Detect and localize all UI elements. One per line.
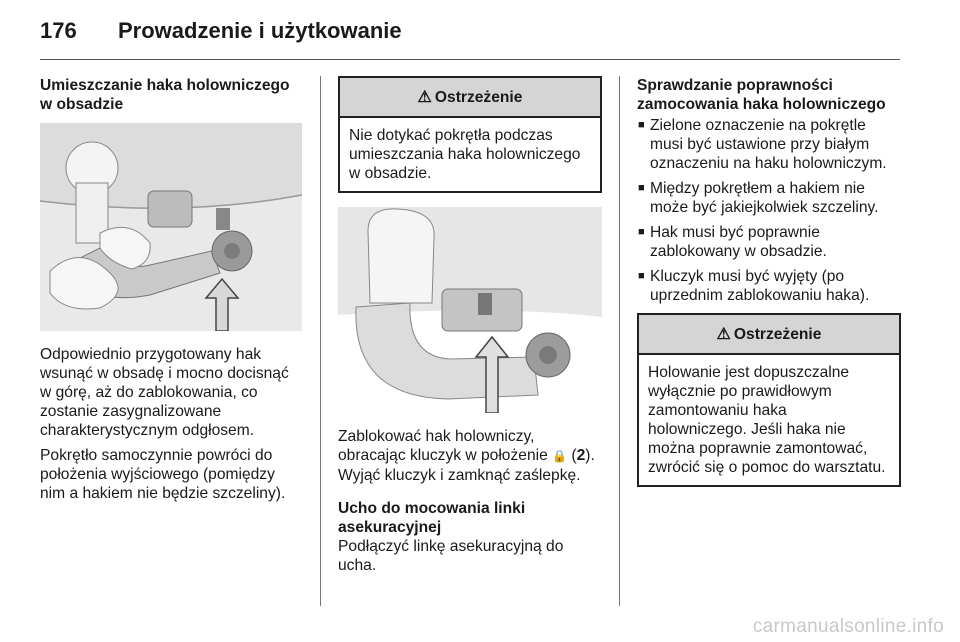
text-segment: ). bbox=[585, 447, 595, 464]
text-line: wyłącznie po prawidłowym bbox=[648, 383, 832, 400]
list-item bbox=[637, 267, 901, 305]
column-divider-left bbox=[320, 76, 321, 606]
check-list bbox=[637, 116, 901, 305]
bullet-square-icon: ■ bbox=[638, 270, 645, 282]
heading-line: zamocowania haka holowniczego bbox=[637, 96, 886, 113]
text-segment: ( bbox=[567, 447, 577, 464]
text-line: nim a hakiem nie będzie szczeliny). bbox=[40, 485, 286, 502]
text-line: Zielone oznaczenie na pokrętle bbox=[650, 117, 866, 134]
text-line: położenia wyjściowego (pomiędzy bbox=[40, 466, 275, 483]
page-number: 176 bbox=[40, 18, 77, 43]
text-line: Wyjąć kluczyk i zamknąć zaślepkę. bbox=[338, 467, 581, 484]
text-line: musi być ustawione przy białym bbox=[650, 136, 870, 153]
text-line: Kluczyk musi być wyjęty (po bbox=[650, 268, 845, 285]
illustration-hook-insertion bbox=[40, 123, 302, 331]
paragraph-lock-hook bbox=[338, 427, 602, 485]
text-line: Odpowiednio przygotowany hak bbox=[40, 346, 262, 363]
list-item bbox=[637, 116, 901, 173]
text-line: umieszczania haka holowniczego bbox=[349, 146, 581, 163]
text-line: zwrócić się o pomoc do warsztatu. bbox=[648, 459, 886, 476]
heading-line: Ucho do mocowania linki bbox=[338, 500, 526, 517]
warning-title: Ostrzeżenie bbox=[733, 325, 822, 343]
text-line: zablokowany w obsadzie. bbox=[650, 243, 827, 260]
paragraph-safety-cable bbox=[338, 537, 602, 575]
warning-title: Ostrzeżenie bbox=[434, 88, 523, 106]
watermark: carmanualsonline.info bbox=[752, 616, 944, 637]
text-line: w górę, aż do zablokowania, co bbox=[40, 384, 258, 401]
text-line: oznaczeniu na haku holowniczym. bbox=[650, 155, 887, 172]
column-middle bbox=[338, 76, 602, 575]
text-line: wsunąć w obsadę i mocno docisnąć bbox=[40, 365, 289, 382]
warning-header bbox=[340, 78, 600, 118]
page-header bbox=[0, 0, 960, 62]
warning-body bbox=[639, 355, 899, 485]
warning-body bbox=[340, 118, 600, 191]
section-heading-checking bbox=[637, 76, 901, 114]
text-line: może być jakiejkolwiek szczeliny. bbox=[650, 199, 879, 216]
text-line: zamontowaniu haka bbox=[648, 402, 787, 419]
section-heading-placing-hook bbox=[40, 76, 302, 114]
paragraph-insert-hook bbox=[40, 345, 302, 440]
text-line bbox=[338, 446, 602, 466]
text-line: Hak musi być poprawnie bbox=[650, 224, 820, 241]
warning-header bbox=[639, 315, 899, 355]
warning-triangle-icon: ⚠ bbox=[417, 88, 432, 106]
text-line: ucha. bbox=[338, 557, 377, 574]
text-line: w obsadzie. bbox=[349, 165, 432, 182]
bullet-square-icon: ■ bbox=[638, 226, 645, 238]
text-line: Podłączyć linkę asekuracyjną do bbox=[338, 538, 564, 555]
heading-line: Umieszczanie haka holowniczego bbox=[40, 77, 290, 94]
text-line: zostanie zasygnalizowane bbox=[40, 403, 222, 420]
text-line: uprzednim zablokowaniu haka). bbox=[650, 287, 870, 304]
text-line: Pokrętło samoczynnie powróci do bbox=[40, 447, 273, 464]
text-line: Zablokować hak holowniczy, bbox=[338, 428, 535, 445]
column-right bbox=[637, 76, 901, 487]
warning-triangle-icon: ⚠ bbox=[716, 325, 731, 343]
heading-line: Sprawdzanie poprawności bbox=[637, 77, 833, 94]
list-item bbox=[637, 179, 901, 217]
section-heading-safety-eye bbox=[338, 499, 602, 537]
bullet-square-icon: ■ bbox=[638, 182, 645, 194]
text-segment: obracając kluczyk w położenie bbox=[338, 447, 548, 464]
header-rule bbox=[40, 59, 900, 60]
column-divider-right bbox=[619, 76, 620, 606]
warning-box-knob bbox=[338, 76, 602, 193]
warning-box-towing bbox=[637, 313, 901, 487]
paragraph-knob-return bbox=[40, 446, 302, 503]
text-line: można poprawnie zamontować, bbox=[648, 440, 868, 457]
text-line: holowniczego. Jeśli haka nie bbox=[648, 421, 846, 438]
illustration-hook-locked bbox=[338, 207, 602, 413]
column-left bbox=[40, 76, 302, 503]
bullet-square-icon: ■ bbox=[638, 119, 645, 131]
text-line: charakterystycznym odgłosem. bbox=[40, 422, 255, 439]
heading-line: asekuracyjnej bbox=[338, 519, 442, 536]
position-number: 2 bbox=[576, 447, 586, 464]
heading-line: w obsadzie bbox=[40, 96, 124, 113]
list-item bbox=[637, 223, 901, 261]
text-line: Między pokrętłem a hakiem nie bbox=[650, 180, 865, 197]
lock-icon: 🔒 bbox=[552, 449, 568, 463]
text-line: Holowanie jest dopuszczalne bbox=[648, 364, 850, 381]
page-title: Prowadzenie i użytkowanie bbox=[118, 18, 402, 43]
text-line: Nie dotykać pokrętła podczas bbox=[349, 127, 553, 144]
